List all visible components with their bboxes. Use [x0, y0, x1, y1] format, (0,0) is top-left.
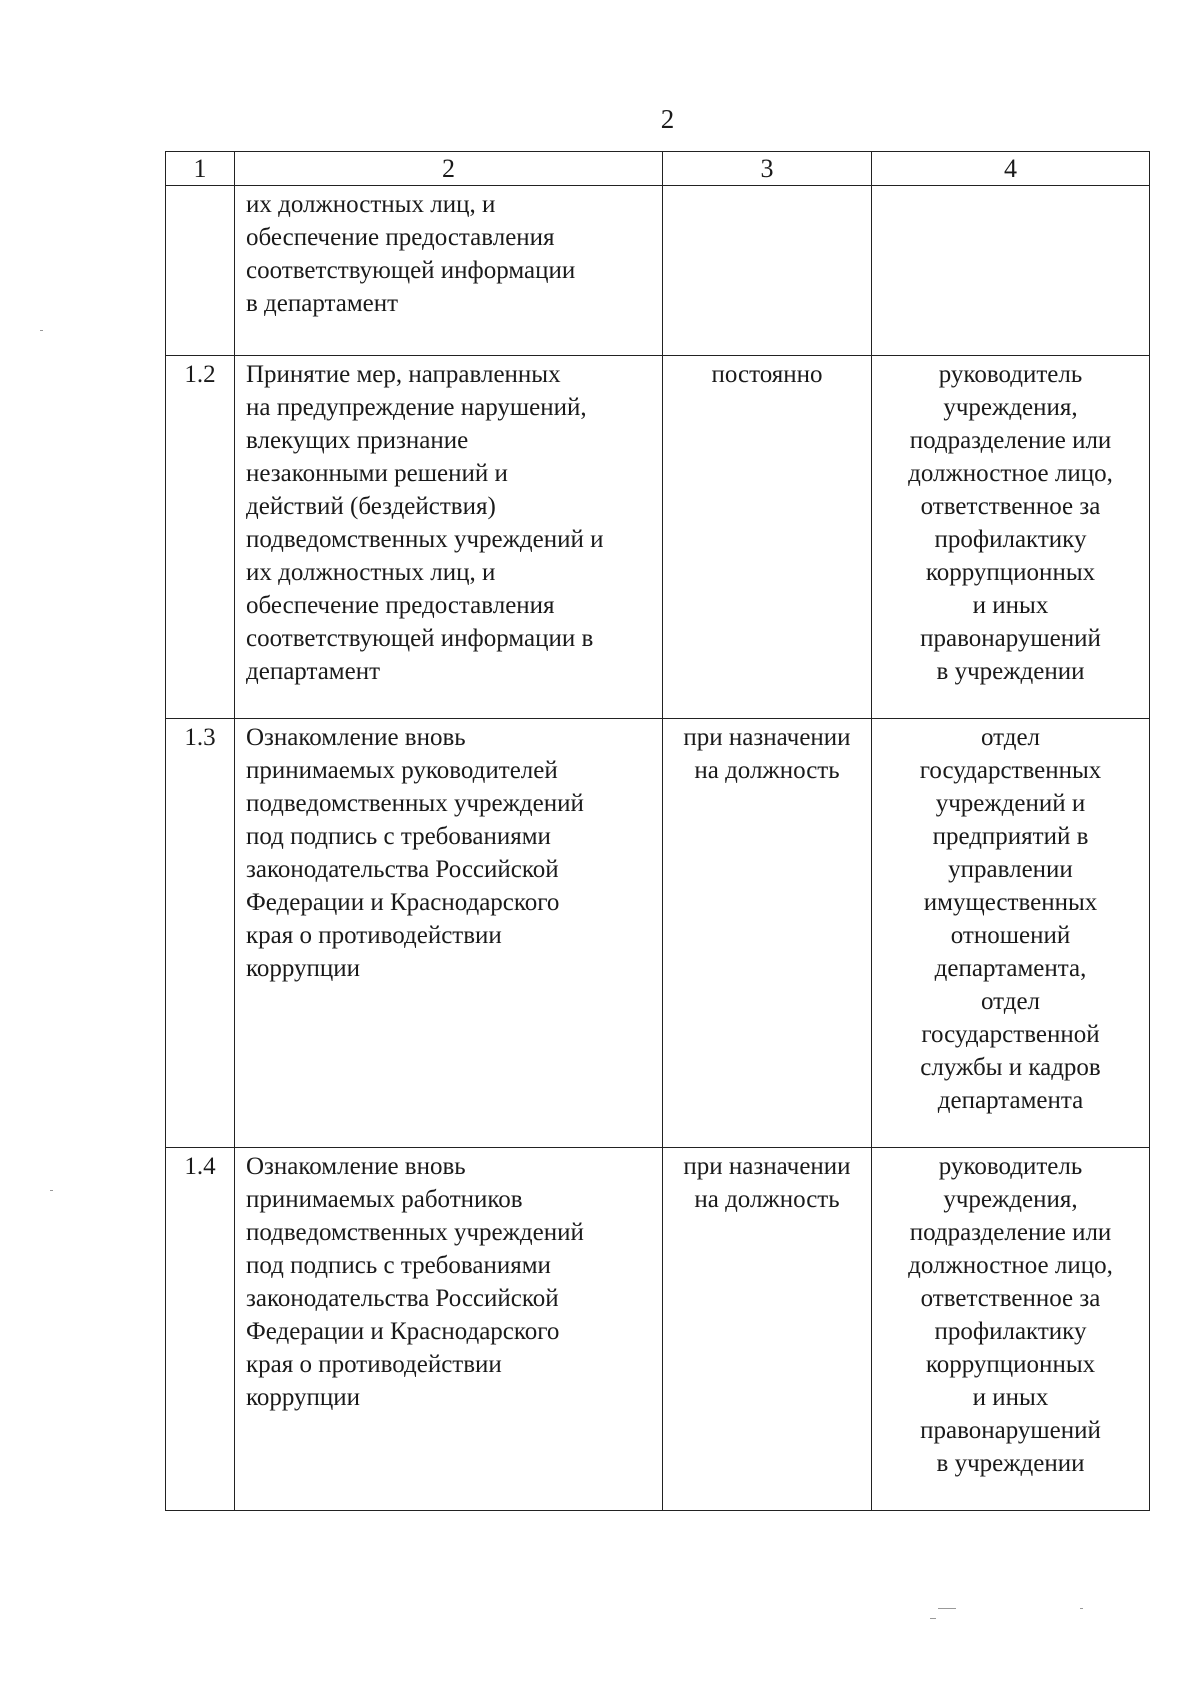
responsible-line: департамента, [934, 955, 1087, 982]
description-line: незаконными решений и [246, 460, 508, 487]
responsible-line: отдел [980, 988, 1041, 1015]
responsible-line: департамента [937, 1087, 1084, 1114]
table-row-1-3 [166, 719, 1150, 1148]
responsible-line: ответственное за [920, 1285, 1101, 1312]
responsible-line: отношений [950, 922, 1071, 949]
responsible-line: и иных [972, 592, 1049, 619]
responsible-line: профилактику [934, 526, 1087, 553]
responsible-cell [872, 356, 1150, 719]
description-line: под подпись с требованиями [246, 1252, 551, 1279]
description-line: Ознакомление вновь [246, 724, 466, 751]
description-line: коррупции [246, 1384, 361, 1411]
description-line: коррупции [246, 955, 361, 982]
measure-description-cell [235, 356, 663, 719]
deadline-cell [663, 186, 872, 356]
responsible-line: профилактику [934, 1318, 1087, 1345]
responsible-line: руководитель [938, 361, 1083, 388]
measure-description-cell [235, 719, 663, 1148]
description-line: обеспечение предоставления [246, 592, 555, 619]
description-line: подведомственных учреждений [246, 790, 584, 817]
responsible-line: подразделение или [909, 1219, 1112, 1246]
description-line: действий (бездействия) [246, 493, 496, 520]
description-line: их должностных лиц, и [246, 191, 496, 218]
description-line: соответствующей информации в [246, 625, 594, 652]
header-cell-2: 2 [235, 152, 663, 186]
description-line: Ознакомление вновь [246, 1153, 466, 1180]
responsible-line: государственной [921, 1021, 1100, 1048]
scan-speck [930, 1618, 936, 1619]
measure-description-cell [235, 1148, 663, 1511]
scan-speck [50, 1190, 53, 1191]
responsible-line: в учреждении [936, 658, 1085, 685]
scan-speck [938, 1608, 956, 1609]
row-number-cell: 1.3 [166, 719, 235, 1148]
responsible-line: коррупционных [925, 559, 1096, 586]
header-cell-4: 4 [872, 152, 1150, 186]
description-line: в департамент [246, 290, 399, 317]
deadline-cell [663, 719, 872, 1148]
deadline-cell [663, 1148, 872, 1511]
table-header-row [166, 152, 1150, 186]
measure-description-cell [235, 186, 663, 356]
table-row-1-2 [166, 356, 1150, 719]
scan-speck [1080, 1608, 1083, 1609]
description-line: края о противодействии [246, 1351, 502, 1378]
description-line: законодательства Российской [246, 856, 559, 883]
responsible-line: руководитель [938, 1153, 1083, 1180]
responsible-line: должностное лицо, [908, 1252, 1113, 1279]
responsible-line: правонарушений [920, 625, 1101, 652]
description-line: департамент [246, 658, 381, 685]
description-line: Принятие мер, направленных [246, 361, 561, 388]
row-number-cell [166, 186, 235, 356]
deadline-cell [663, 356, 872, 719]
responsible-line: подразделение или [909, 427, 1112, 454]
description-line: Федерации и Краснодарского [246, 889, 560, 916]
responsible-line: учреждений и [935, 790, 1086, 817]
table-row-continuation [166, 186, 1150, 356]
description-line: Федерации и Краснодарского [246, 1318, 560, 1345]
responsible-line: ответственное за [920, 493, 1101, 520]
description-line: обеспечение предоставления [246, 224, 555, 251]
row-number-cell: 1.4 [166, 1148, 235, 1511]
description-line: подведомственных учреждений [246, 1219, 584, 1246]
responsible-line: учреждения, [943, 394, 1078, 421]
header-cell-3: 3 [663, 152, 872, 186]
responsible-line: должностное лицо, [908, 460, 1113, 487]
responsible-line: службы и кадров [920, 1054, 1101, 1081]
responsible-cell [872, 719, 1150, 1148]
responsible-line: государственных [919, 757, 1102, 784]
deadline-line: на должность [694, 1186, 840, 1213]
responsible-line: правонарушений [920, 1417, 1101, 1444]
responsible-line: управлении [948, 856, 1073, 883]
scan-speck [40, 330, 43, 331]
responsible-line: коррупционных [925, 1351, 1096, 1378]
description-line: влекущих признание [246, 427, 469, 454]
responsible-line: отдел [980, 724, 1041, 751]
responsible-cell [872, 186, 1150, 356]
description-line: принимаемых руководителей [246, 757, 558, 784]
header-cell-1: 1 [166, 152, 235, 186]
table-row-1-4 [166, 1148, 1150, 1511]
description-line: подведомственных учреждений и [246, 526, 604, 553]
description-line: на предупреждение нарушений, [246, 394, 587, 421]
responsible-line: имущественных [923, 889, 1098, 916]
deadline-line: при назначении [683, 724, 851, 751]
responsible-cell [872, 1148, 1150, 1511]
page-number: 2 [660, 104, 675, 134]
description-line: соответствующей информации [246, 257, 576, 284]
responsible-line: учреждения, [943, 1186, 1078, 1213]
responsible-line: и иных [972, 1384, 1049, 1411]
description-line: принимаемых работников [246, 1186, 523, 1213]
description-line: их должностных лиц, и [246, 559, 496, 586]
measures-table [165, 151, 1150, 1511]
deadline-line: постоянно [711, 361, 823, 388]
description-line: края о противодействии [246, 922, 502, 949]
description-line: законодательства Российской [246, 1285, 559, 1312]
row-number-cell: 1.2 [166, 356, 235, 719]
deadline-line: при назначении [683, 1153, 851, 1180]
responsible-line: в учреждении [936, 1450, 1085, 1477]
deadline-line: на должность [694, 757, 840, 784]
description-line: под подпись с требованиями [246, 823, 551, 850]
responsible-line: предприятий в [932, 823, 1089, 850]
